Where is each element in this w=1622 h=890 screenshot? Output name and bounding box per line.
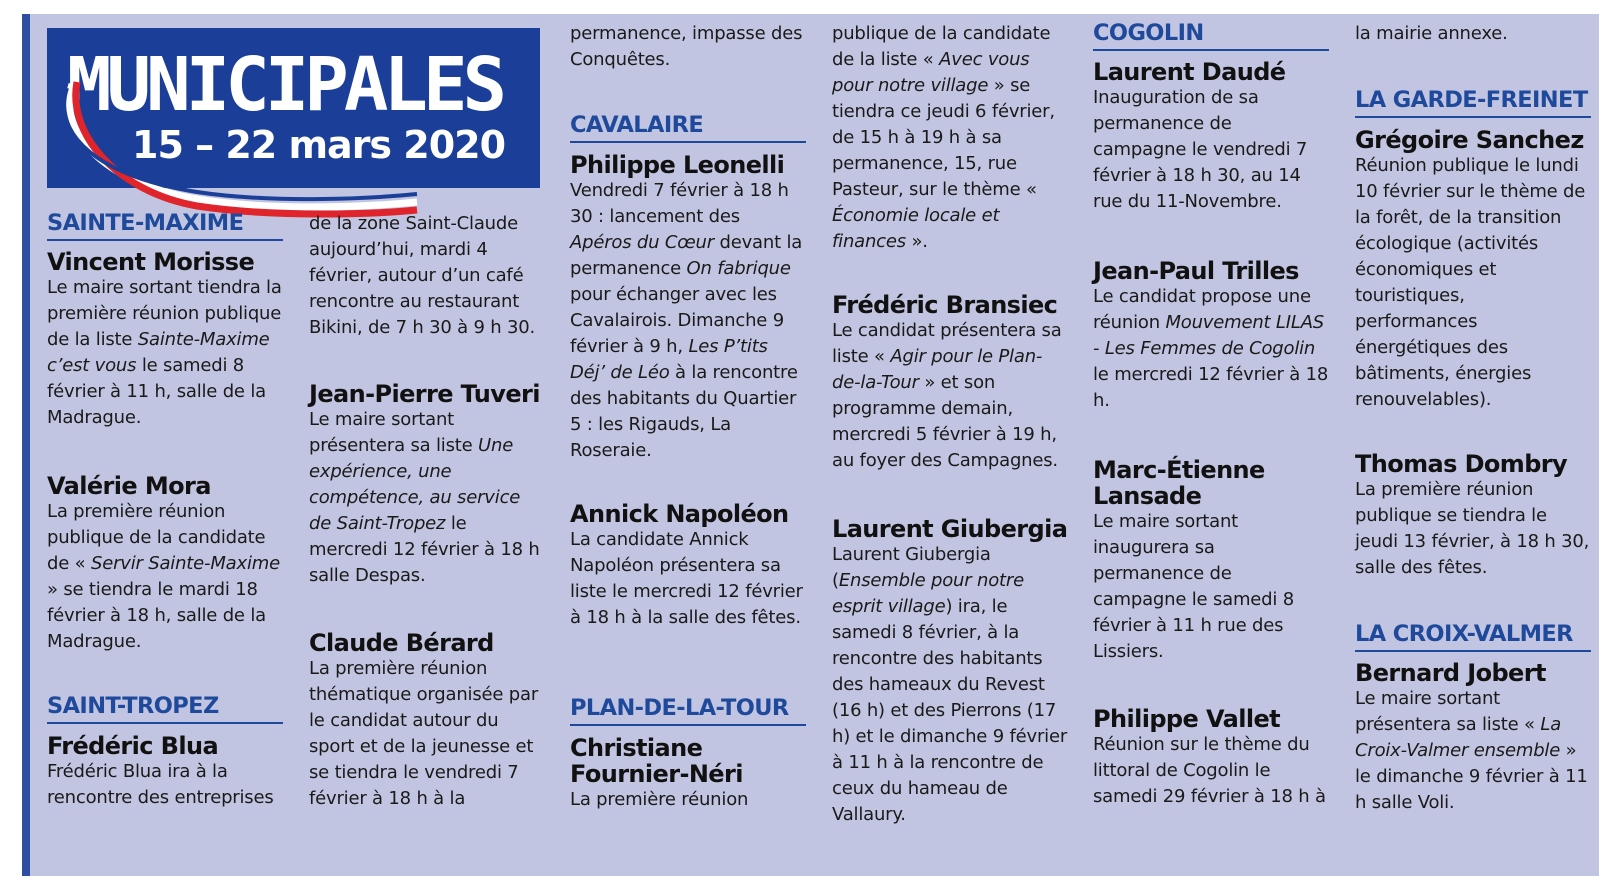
candidate-name: Philippe Vallet (1093, 705, 1281, 733)
section-heading-cavalaire: CAVALAIRE (570, 111, 806, 143)
candidate-text: Réunion sur le thème du littoral de Cogolin le samedi 29 février à 18 h à (1093, 734, 1326, 807)
continued-text: publique de la candidate de la liste « Avec vous pour notre village » se tiendra ce jeudi 6 février, de 15 h à 19 h à sa permanence, 15, rue Pasteur, sur le thème « Économie locale et finances ». (832, 23, 1055, 252)
candidate-name: Philippe Leonelli (570, 151, 785, 179)
candidate-text: Laurent Giubergia (Ensemble pour notre esprit village) ira, le samedi 8 février, à la rencontre des habitants des hameaux du Revest (16 h) et des Pierrons (17 h) et le dimanche 9 février à 11 h à la rencontre de ceux du hameau de Vallaury. (832, 544, 1068, 825)
continued-text: permanence, impasse des Conquêtes. (570, 23, 803, 70)
candidate-text: Inauguration de sa permanence de campagne le vendredi 7 février à 18 h 30, au 14 rue du 11-Novembre. (1093, 87, 1308, 212)
candidate-name: Frédéric Blua (47, 732, 219, 760)
candidate-text: Réunion publique le lundi 10 février sur le thème de la forêt, de la transition écologique (activités économiques et touristiques, performances énergétiques des bâtiments, énergies renouvelables). (1355, 155, 1586, 410)
candidate-name: Thomas Dombry (1355, 450, 1568, 478)
candidate-text: Frédéric Blua ira à la rencontre des entreprises (47, 761, 274, 808)
candidate-name: Jean-Pierre Tuveri (309, 380, 540, 408)
candidate-name: Marc-Étienne Lansade (1093, 456, 1265, 510)
candidate-text: Le maire sortant présentera sa liste « La Croix-Valmer ensemble » le dimanche 9 février à 11 h salle Voli. (1355, 688, 1588, 813)
tricolor-ribbon-graphic (47, 74, 447, 224)
candidate-text: La première réunion (570, 789, 749, 810)
continued-text: la mairie annexe. (1355, 23, 1508, 44)
newspaper-page (22, 14, 1599, 876)
candidate-text: Le maire sortant inaugurera sa permanence de campagne le samedi 8 février à 11 h rue des Lissiers. (1093, 511, 1294, 662)
section-heading-saint-tropez: SAINT-TROPEZ (47, 692, 283, 724)
candidate-text: La première réunion publique se tiendra le jeudi 13 février, à 18 h 30, salle des fêtes. (1355, 479, 1590, 578)
candidate-name: Vincent Morisse (47, 248, 255, 276)
section-heading-la-garde-freinet: LA GARDE-FREINET (1355, 86, 1591, 118)
candidate-name: Laurent Giubergia (832, 515, 1068, 543)
continued-text: de la zone Saint-Claude aujourd’hui, mardi 4 février, autour d’un café rencontre au restaurant Bikini, de 7 h 30 à 9 h 30. (309, 213, 536, 338)
section-heading-plan-de-la-tour: PLAN-DE-LA-TOUR (570, 694, 806, 726)
section-heading-la-croix-valmer: LA CROIX-VALMER (1355, 620, 1591, 652)
candidate-name: Frédéric Bransiec (832, 291, 1058, 319)
candidate-name: Annick Napoléon (570, 500, 789, 528)
candidate-text: Le candidat propose une réunion Mouvement LILAS - Les Femmes de Cogolin le mercredi 12 février à 18 h. (1093, 286, 1329, 411)
candidate-text: La première réunion thématique organisée par le candidat autour du sport et de la jeunesse et se tiendra le vendredi 7 février à 18 h à la (309, 658, 539, 809)
candidate-text: La candidate Annick Napoléon présentera sa liste le mercredi 12 février à 18 h à la salle des fêtes. (570, 529, 803, 628)
candidate-name: Laurent Daudé (1093, 58, 1286, 86)
candidate-text: Vendredi 7 février à 18 h 30 : lancement des Apéros du Cœur devant la permanence On fabrique pour échanger avec les Cavalairois. Dimanche 9 février à 9 h, Les P’tits Déj’ de Léo à la rencontre des habitants du Quartier 5 : les Rigauds, La Roseraie. (570, 180, 803, 461)
candidate-text: La première réunion publique de la candidate de « Servir Sainte-Maxime » se tiendra le mardi 18 février à 18 h, salle de la Madrague. (47, 501, 280, 652)
candidate-name: Grégoire Sanchez (1355, 126, 1584, 154)
candidate-text: Le candidat présentera sa liste « Agir pour le Plan-de-la-Tour » et son programme demain, mercredi 5 février à 19 h, au foyer des Campagnes. (832, 320, 1062, 471)
candidate-text: Le maire sortant présentera sa liste Une expérience, une compétence, au service de Saint-Tropez le mercredi 12 février à 18 h salle Despas. (309, 409, 540, 586)
candidate-name: Claude Bérard (309, 629, 494, 657)
candidate-text: Le maire sortant tiendra la première réunion publique de la liste Sainte-Maxime c’est vous le samedi 8 février à 11 h, salle de la Madrague. (47, 277, 282, 428)
candidate-name: Bernard Jobert (1355, 659, 1546, 687)
candidate-name: Valérie Mora (47, 472, 211, 500)
banner-title: MUNICIPALES (67, 42, 503, 128)
candidate-name: Jean-Paul Trilles (1093, 257, 1299, 285)
section-heading-cogolin: COGOLIN (1093, 19, 1329, 51)
candidate-name: Christiane Fournier-Néri (570, 734, 743, 788)
section-heading-sainte-maxime: SAINTE-MAXIME (47, 209, 283, 241)
banner-dates: 15 – 22 mars 2020 (132, 123, 506, 167)
